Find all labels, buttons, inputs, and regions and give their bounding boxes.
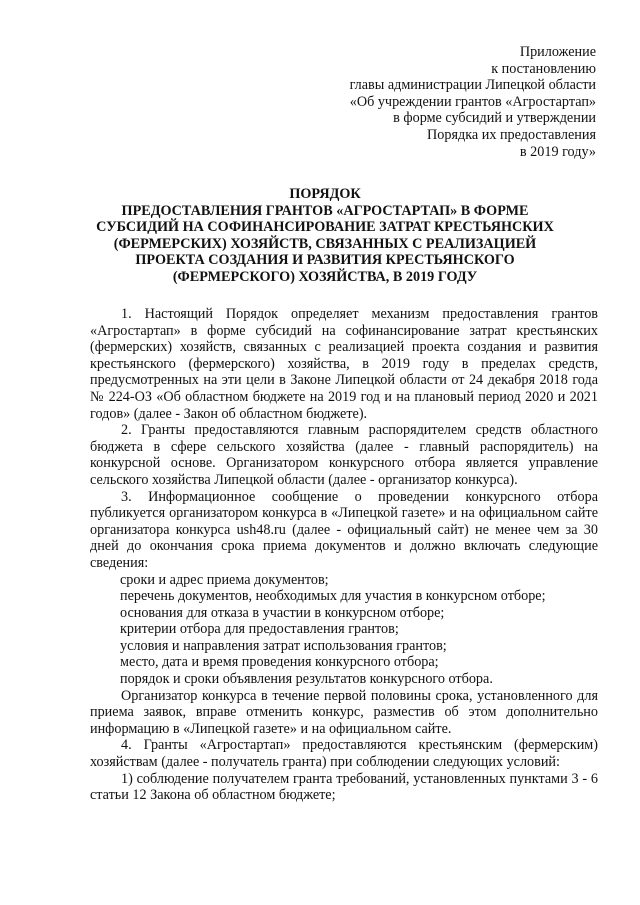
appendix-header bbox=[296, 44, 596, 160]
list-item: место, дата и время проведения конкурсного отбора; bbox=[120, 654, 439, 671]
title-line: ПОРЯДОК bbox=[289, 186, 361, 202]
paragraph-condition-1: 1) соблюдение получателем гранта требований, установленных пунктами 3 - 6 статьи 12 Закона об областном бюджете; bbox=[90, 770, 598, 804]
paragraph-cancel: Организатор конкурса в течение первой половины срока, установленного для приема заявок, вправе отменить конкурс, разместив об этом дополнительно информацию в «Липецкой газете» и на официальном сайте. bbox=[90, 687, 598, 737]
document-body bbox=[90, 306, 598, 804]
appendix-line: Порядка их предоставления bbox=[427, 126, 596, 143]
title-line: ПРЕДОСТАВЛЕНИЯ ГРАНТОВ «АГРОСТАРТАП» В ФОРМЕ bbox=[121, 202, 529, 219]
appendix-line: главы администрации Липецкой области bbox=[349, 77, 596, 94]
paragraph-3: 3. Информационное сообщение о проведении конкурсного отбора публикуется организатором конкурса в «Липецкой газете» и на официальном сайте организатора конкурса ush48.ru (далее - официальный сайт) не менее чем за 30 дней до окончания срока приема документов и должно включать следующие сведения: bbox=[90, 488, 598, 571]
list-item: сроки и адрес приема документов; bbox=[120, 571, 329, 588]
title-line: (ФЕРМЕРСКОГО) ХОЗЯЙСТВА, В 2019 ГОДУ bbox=[172, 268, 478, 285]
paragraph-1: 1. Настоящий Порядок определяет механизм предоставления грантов «Агростартап» в форме субсидий на софинансирование затрат крестьянских (фермерских) хозяйств, связанных с реализацией проекта создания и развития крестьянского (фермерского) хозяйства, в 2019 году в пределах средств, предусмотренных на эти цели в Законе Липецкой области от 24 декабря 2018 года № 224-ОЗ «Об областном бюджете на 2019 год и на плановый период 2020 и 2021 годов» (далее - Закон об областном бюджете). bbox=[90, 306, 598, 422]
list-item: условия и направления затрат использования грантов; bbox=[120, 637, 447, 654]
paragraph-4: 4. Гранты «Агростартап» предоставляются крестьянским (фермерским) хозяйствам (далее - получатель гранта) при соблюдении следующих условий: bbox=[90, 737, 598, 771]
document-title bbox=[90, 186, 560, 286]
list-item: основания для отказа в участии в конкурсном отборе; bbox=[120, 604, 445, 621]
title-line: ПРОЕКТА СОЗДАНИЯ И РАЗВИТИЯ КРЕСТЬЯНСКОГО bbox=[135, 252, 515, 269]
appendix-line: в форме субсидий и утверждении bbox=[393, 110, 596, 127]
list-item: критерии отбора для предоставления грантов; bbox=[120, 621, 399, 638]
paragraph-2: 2. Гранты предоставляются главным распорядителем средств областного бюджета в сфере сельского хозяйства (далее - главный распорядитель) на конкурсной основе. Организатором конкурсного отбора является управление сельского хозяйства Липецкой области (далее - организатор конкурса). bbox=[90, 422, 598, 488]
appendix-line: Приложение bbox=[519, 44, 596, 60]
list-item: порядок и сроки объявления результатов конкурсного отбора. bbox=[120, 671, 493, 688]
appendix-line: «Об учреждении грантов «Агростартап» bbox=[349, 93, 596, 110]
title-line: СУБСИДИЙ НА СОФИНАНСИРОВАНИЕ ЗАТРАТ КРЕСТЬЯНСКИХ bbox=[96, 219, 554, 236]
appendix-line: в 2019 году» bbox=[519, 143, 596, 160]
list-item: перечень документов, необходимых для участия в конкурсном отборе; bbox=[120, 588, 546, 605]
appendix-line: к постановлению bbox=[491, 60, 596, 77]
title-line: (ФЕРМЕРСКИХ) ХОЗЯЙСТВ, СВЯЗАННЫХ С РЕАЛИЗАЦИЕЙ bbox=[113, 235, 537, 252]
